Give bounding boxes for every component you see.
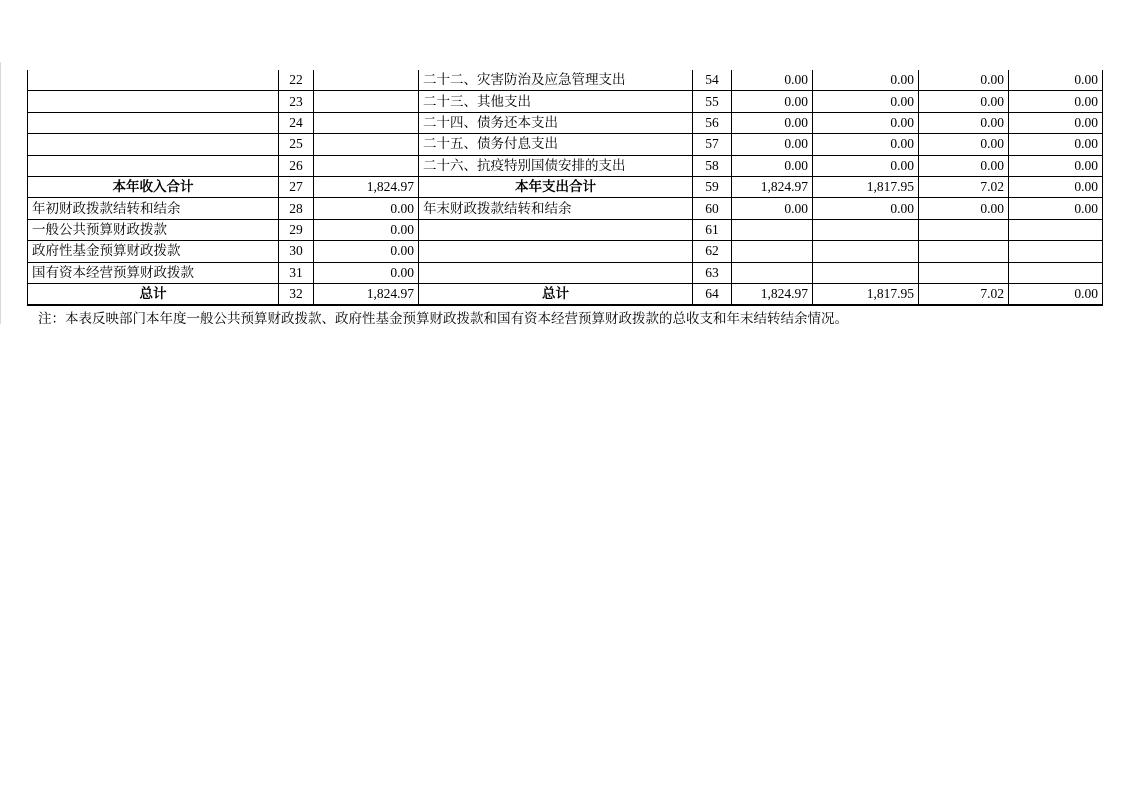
income-line-number-cell: 24 (279, 112, 314, 133)
amount-col3-cell: 0.00 (919, 70, 1009, 91)
income-amount-cell: 0.00 (314, 219, 419, 240)
amount-col1-cell: 0.00 (732, 70, 813, 91)
income-amount-cell: 0.00 (314, 241, 419, 262)
table-row (28, 155, 1103, 176)
amount-col4-cell: 0.00 (1009, 134, 1103, 155)
table-row (28, 262, 1103, 283)
amount-col2-cell: 1,817.95 (813, 283, 919, 305)
income-amount-cell (314, 70, 419, 91)
expense-line-number-cell: 59 (693, 176, 732, 197)
amount-col3-cell (919, 262, 1009, 283)
amount-col2-cell: 0.00 (813, 70, 919, 91)
amount-col4-cell: 0.00 (1009, 283, 1103, 305)
income-line-number-cell: 30 (279, 241, 314, 262)
budget-table-body (28, 70, 1103, 305)
amount-col4-cell: 0.00 (1009, 176, 1103, 197)
amount-col4-cell: 0.00 (1009, 91, 1103, 112)
income-line-number-cell: 31 (279, 262, 314, 283)
income-line-number-cell: 29 (279, 219, 314, 240)
expense-item-cell: 二十三、其他支出 (419, 91, 693, 112)
income-item-cell (28, 155, 279, 176)
income-item-cell: 政府性基金预算财政拨款 (28, 241, 279, 262)
amount-col3-cell: 7.02 (919, 283, 1009, 305)
income-item-cell (28, 91, 279, 112)
income-line-number-cell: 23 (279, 91, 314, 112)
amount-col1-cell: 0.00 (732, 134, 813, 155)
income-item-cell: 总计 (28, 283, 279, 305)
expense-line-number-cell: 56 (693, 112, 732, 133)
expense-item-cell: 二十五、债务付息支出 (419, 134, 693, 155)
expense-line-number-cell: 55 (693, 91, 732, 112)
amount-col3-cell: 0.00 (919, 198, 1009, 219)
amount-col4-cell: 0.00 (1009, 70, 1103, 91)
expense-item-cell: 二十六、抗疫特别国债安排的支出 (419, 155, 693, 176)
amount-col1-cell: 0.00 (732, 112, 813, 133)
table-row (28, 91, 1103, 112)
amount-col1-cell (732, 241, 813, 262)
table-row (28, 198, 1103, 219)
amount-col2-cell (813, 241, 919, 262)
expense-item-cell: 二十二、灾害防治及应急管理支出 (419, 70, 693, 91)
income-line-number-cell: 22 (279, 70, 314, 91)
amount-col2-cell: 0.00 (813, 112, 919, 133)
amount-col2-cell (813, 219, 919, 240)
page-left-edge (0, 62, 1, 324)
expense-item-cell (419, 241, 693, 262)
amount-col1-cell: 0.00 (732, 198, 813, 219)
amount-col4-cell (1009, 219, 1103, 240)
income-item-cell: 本年收入合计 (28, 176, 279, 197)
expense-item-cell: 总计 (419, 283, 693, 305)
amount-col4-cell: 0.00 (1009, 198, 1103, 219)
amount-col4-cell (1009, 241, 1103, 262)
table-row (28, 283, 1103, 305)
expense-line-number-cell: 60 (693, 198, 732, 219)
income-amount-cell: 1,824.97 (314, 176, 419, 197)
amount-col3-cell (919, 219, 1009, 240)
table-row (28, 70, 1103, 91)
amount-col2-cell: 1,817.95 (813, 176, 919, 197)
amount-col2-cell: 0.00 (813, 198, 919, 219)
amount-col3-cell: 0.00 (919, 134, 1009, 155)
amount-col2-cell: 0.00 (813, 91, 919, 112)
income-amount-cell (314, 155, 419, 176)
amount-col3-cell (919, 241, 1009, 262)
amount-col1-cell (732, 262, 813, 283)
income-line-number-cell: 28 (279, 198, 314, 219)
expense-line-number-cell: 62 (693, 241, 732, 262)
expense-line-number-cell: 61 (693, 219, 732, 240)
expense-item-cell: 二十四、债务还本支出 (419, 112, 693, 133)
amount-col3-cell: 0.00 (919, 91, 1009, 112)
amount-col1-cell (732, 219, 813, 240)
amount-col4-cell (1009, 262, 1103, 283)
table-row (28, 241, 1103, 262)
income-line-number-cell: 32 (279, 283, 314, 305)
table-row (28, 176, 1103, 197)
income-line-number-cell: 26 (279, 155, 314, 176)
income-item-cell: 一般公共预算财政拨款 (28, 219, 279, 240)
amount-col1-cell: 0.00 (732, 155, 813, 176)
income-amount-cell (314, 91, 419, 112)
income-item-cell (28, 112, 279, 133)
table-footnote: 注：本表反映部门本年度一般公共预算财政拨款、政府性基金预算财政拨款和国有资本经营预算财政拨款的总收支和年末结转结余情况。 (38, 311, 848, 326)
amount-col2-cell (813, 262, 919, 283)
income-amount-cell: 1,824.97 (314, 283, 419, 305)
income-item-cell (28, 70, 279, 91)
amount-col2-cell: 0.00 (813, 155, 919, 176)
expense-line-number-cell: 57 (693, 134, 732, 155)
expense-item-cell (419, 219, 693, 240)
income-amount-cell: 0.00 (314, 262, 419, 283)
expense-item-cell (419, 262, 693, 283)
amount-col1-cell: 1,824.97 (732, 283, 813, 305)
expense-line-number-cell: 63 (693, 262, 732, 283)
table-row (28, 134, 1103, 155)
expense-line-number-cell: 64 (693, 283, 732, 305)
income-line-number-cell: 25 (279, 134, 314, 155)
amount-col4-cell: 0.00 (1009, 155, 1103, 176)
amount-col3-cell: 0.00 (919, 155, 1009, 176)
amount-col2-cell: 0.00 (813, 134, 919, 155)
income-amount-cell: 0.00 (314, 198, 419, 219)
expense-item-cell: 本年支出合计 (419, 176, 693, 197)
expense-line-number-cell: 54 (693, 70, 732, 91)
amount-col1-cell: 1,824.97 (732, 176, 813, 197)
income-amount-cell (314, 134, 419, 155)
income-item-cell (28, 134, 279, 155)
amount-col1-cell: 0.00 (732, 91, 813, 112)
income-item-cell: 国有资本经营预算财政拨款 (28, 262, 279, 283)
income-item-cell: 年初财政拨款结转和结余 (28, 198, 279, 219)
table-row (28, 112, 1103, 133)
income-line-number-cell: 27 (279, 176, 314, 197)
amount-col3-cell: 0.00 (919, 112, 1009, 133)
amount-col4-cell: 0.00 (1009, 112, 1103, 133)
budget-summary-table (27, 70, 1103, 306)
income-amount-cell (314, 112, 419, 133)
table-row (28, 219, 1103, 240)
expense-item-cell: 年末财政拨款结转和结余 (419, 198, 693, 219)
amount-col3-cell: 7.02 (919, 176, 1009, 197)
expense-line-number-cell: 58 (693, 155, 732, 176)
